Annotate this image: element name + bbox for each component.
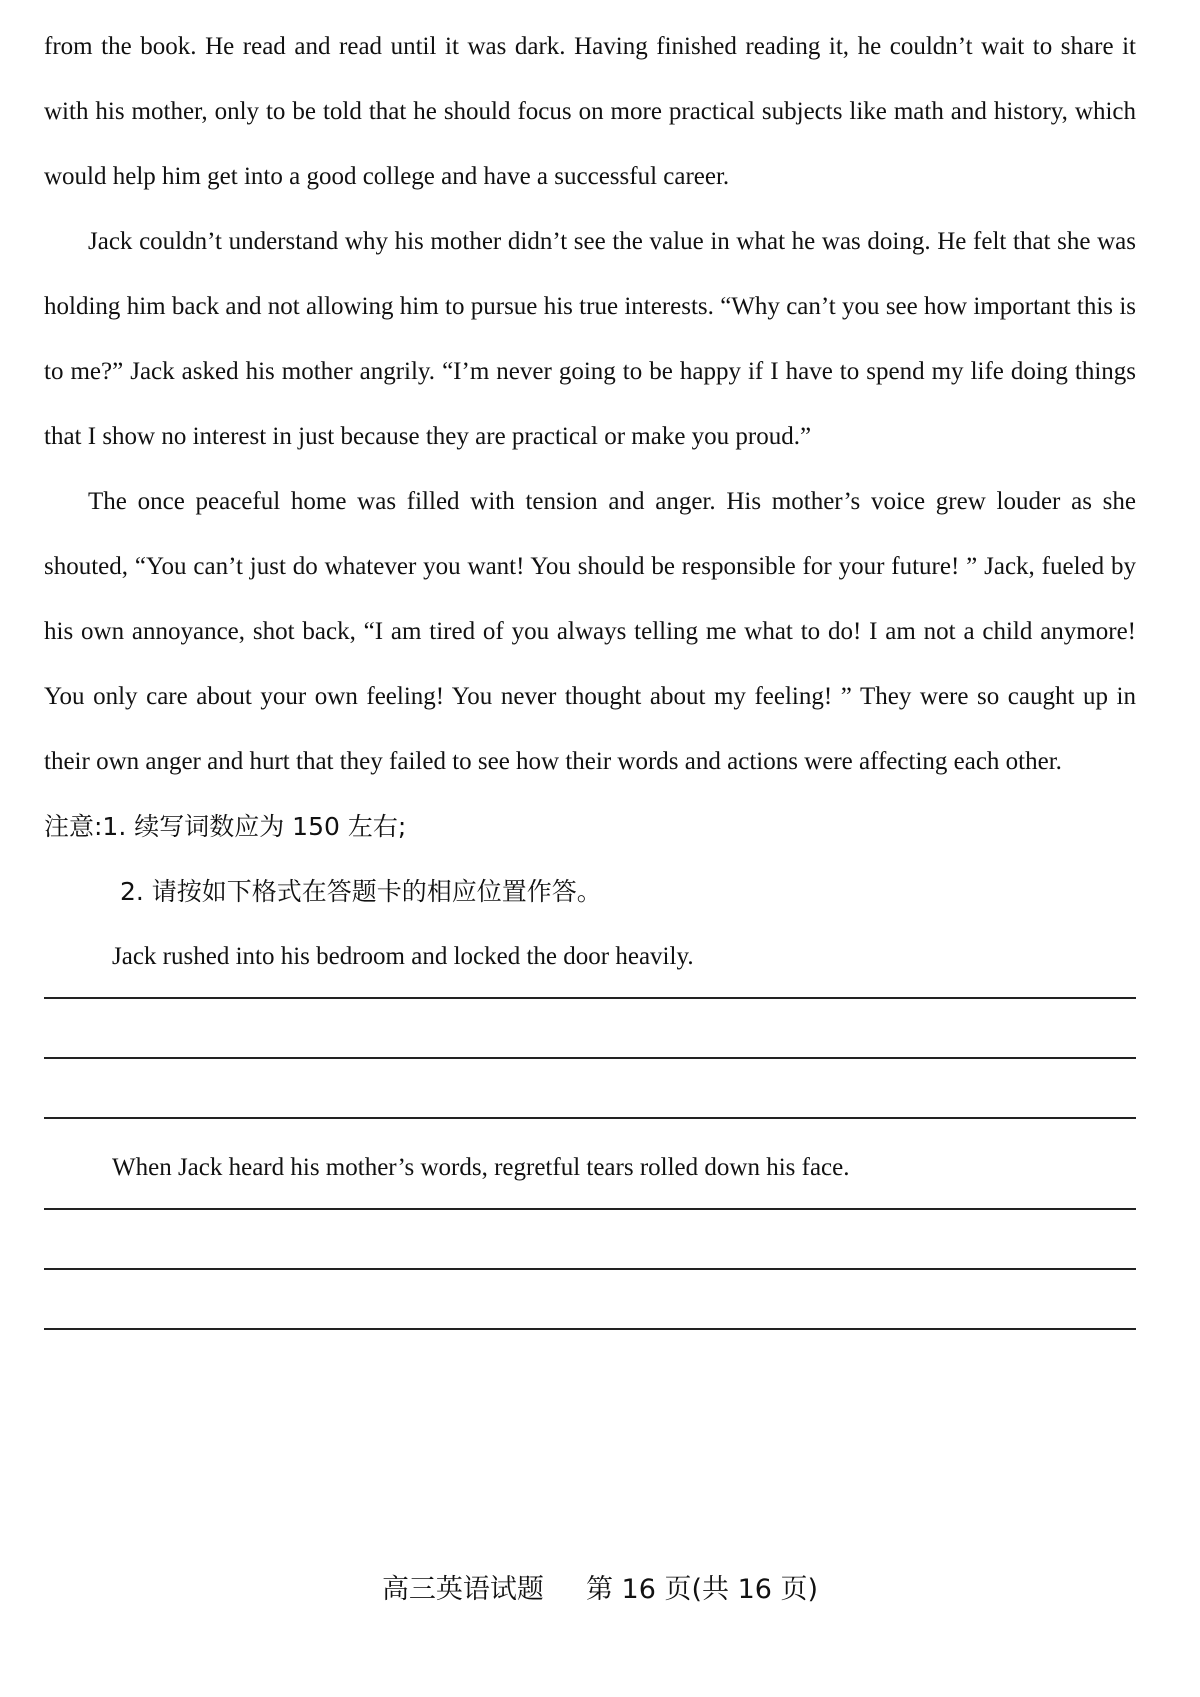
answer-line[interactable] [44,1117,1136,1119]
answer-line[interactable] [44,1268,1136,1270]
continuation-prompt-2: When Jack heard his mother’s words, regretful tears rolled down his face. [112,1154,850,1181]
story-paragraph-1: from the book. He read and read until it was dark. Having finished reading it, he couldn’t wait to share it with his mother, only to be told that he should focus on more practical subjects like math and history, which would help him get into a good college and have a successful career. [44,33,1136,190]
page-footer [0,1570,1200,1610]
story-paragraph-3: The once peaceful home was filled with tension and anger. His mother’s voice grew louder as she shouted, “You can’t just do whatever you want! You should be responsible for your future! ” Jack, fueled by his own annoyance, shot back, “I am tired of you always telling me what to do! I am not a child anymore! You only care about your own feeling! You never thought about my feeling! ” They were so caught up in their own anger and hurt that they failed to see how their words and actions were affecting each other. [44,488,1136,775]
answer-block-1 [44,989,1136,1119]
continuation-prompt-1: Jack rushed into his bedroom and locked the door heavily. [112,943,694,970]
instruction-note-1: 注意:1. 续写词数应为 150 左右; [44,812,407,841]
answer-block-2 [44,1200,1136,1330]
answer-line[interactable] [44,1057,1136,1059]
answer-line[interactable] [44,1328,1136,1330]
story-paragraph-2: Jack couldn’t understand why his mother didn’t see the value in what he was doing. He felt that she was holding him back and not allowing him to pursue his true interests. “Why can’t you see how important this is to me?” Jack asked his mother angrily. “I’m never going to be happy if I have to spend my life doing things that I show no interest in just because they are practical or make you proud.” [44,228,1136,450]
answer-line[interactable] [44,1208,1136,1210]
footer-subject: 高三英语试题 [381,1574,544,1605]
answer-line[interactable] [44,997,1136,999]
instruction-note-2: 2. 请按如下格式在答题卡的相应位置作答。 [120,877,602,906]
footer-page-number: 第 16 页(共 16 页) [585,1574,819,1605]
page-content [44,14,1136,1330]
